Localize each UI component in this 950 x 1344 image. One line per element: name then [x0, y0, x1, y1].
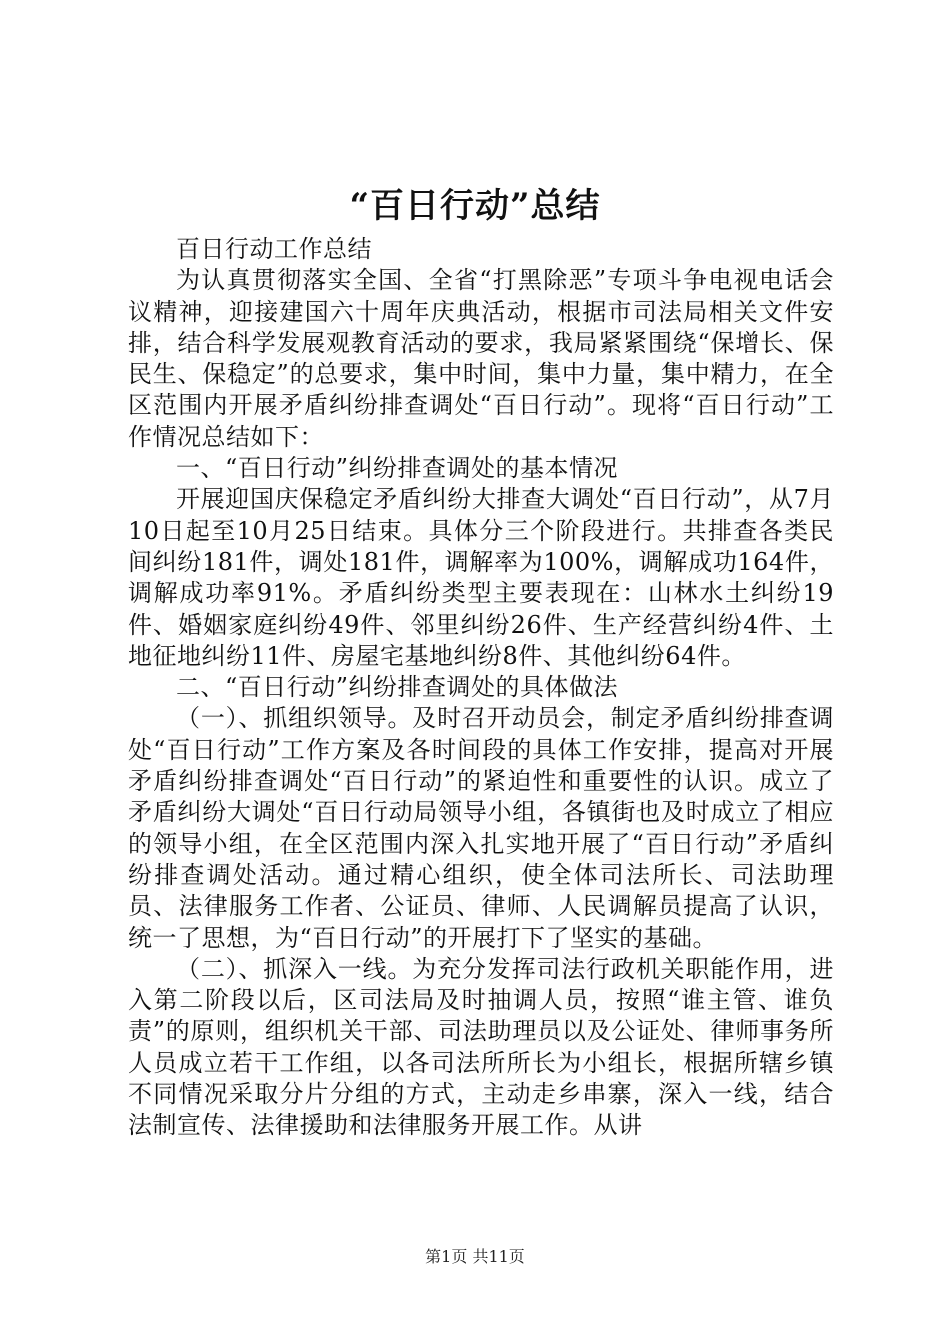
page-number-footer: 第1页 共11页	[425, 1247, 525, 1266]
paragraph-basic-situation: 开展迎国庆保稳定矛盾纠纷大排查大调处“百日行动”，从7月10日起至10月25日结束。具体分三个阶段进行。共排查各类民间纠纷181件，调处181件，调解率为100%，调解成功164件，调解成功率91%。矛盾纠纷类型主要表现在：山林水土纠纷19件、婚姻家庭纠纷49件、邻里纠纷26件、生产经营纠纷4件、土地征地纠纷11件、房屋宅基地纠纷8件、其他纠纷64件。	[128, 485, 834, 670]
section-heading-2: 二、“百日行动”纠纷排查调处的具体做法	[176, 673, 619, 702]
document-body	[128, 234, 834, 1142]
paragraph-organization: （一）、抓组织领导。及时召开动员会，制定矛盾纠纷排查调处“百日行动”工作方案及各时间段的具体工作安排，提高对开展矛盾纠纷排查调处“百日行动”的紧迫性和重要性的认识。成立了矛盾纠纷大调处“百日行动局领导小组，各镇街也及时成立了相应的领导小组，在全区范围内深入扎实地开展了“百日行动”矛盾纠纷排查调处活动。通过精心组织，使全体司法所长、司法助理员、法律服务工作者、公证员、律师、人民调解员提高了认识，统一了思想，为“百日行动”的开展打下了坚实的基础。	[128, 704, 834, 952]
section-heading-1: 一、“百日行动”纠纷排查调处的基本情况	[176, 454, 619, 483]
document-subtitle: 百日行动工作总结	[176, 235, 372, 263]
paragraph-intro: 为认真贯彻落实全国、全省“打黑除恶”专项斗争电视电话会议精神，迎接建国六十周年庆典活动，根据市司法局相关文件安排，结合科学发展观教育活动的要求，我局紧紧围绕“保增长、保民生、保稳定”的总要求，集中时间，集中力量，集中精力，在全区范围内开展矛盾纠纷排查调处“百日行动”。现将“百日行动”工作情况总结如下：	[128, 266, 834, 451]
document-title: “百日行动”总结	[349, 186, 601, 226]
paragraph-frontline: （二）、抓深入一线。为充分发挥司法行政机关职能作用，进入第二阶段以后，区司法局及时抽调人员，按照“谁主管、谁负责”的原则，组织机关干部、司法助理员以及公证处、律师事务所人员成立若干工作组，以各司法所所长为小组长，根据所辖乡镇不同情况采取分片分组的方式，主动走乡串寨，深入一线，结合法制宣传、法律援助和法律服务开展工作。从讲	[128, 954, 834, 1140]
